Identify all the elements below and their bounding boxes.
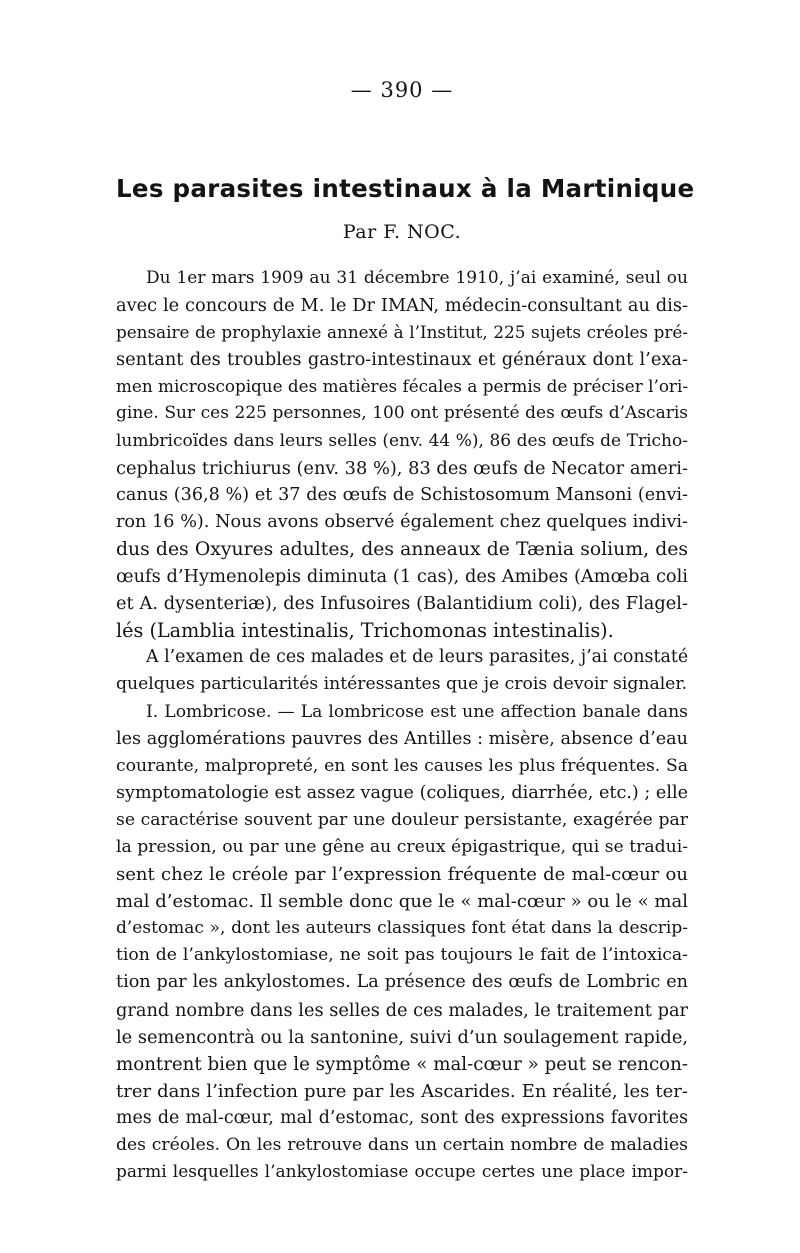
body-line: se caractérise souvent par une douleur persistante, exagérée par [116,809,688,830]
body-line: mal d’estomac. Il semble donc que le « mal-cœur » ou le « mal [116,891,688,913]
body-line: sent chez le créole par l’expression fréquente de mal-cœur ou [116,864,688,886]
body-line: pensaire de prophylaxie annexé à l’Institut, 225 sujets créoles pré- [116,322,688,343]
body-line: sentant des troubles gastro-intestinaux et généraux dont l’exa- [116,349,688,371]
body-line: mes de mal-cœur, mal d’estomac, sont des expressions favorites [116,1107,688,1128]
body-line: lés (Lamblia intestinalis, Trichomonas intestinalis). [116,619,614,643]
body-line: trer dans l’infection pure par les Ascarides. En réalité, les ter- [116,1080,688,1102]
document-page [116,70,695,1186]
body-line: A l’examen de ces malades et de leurs parasites, j’ai constaté [146,647,689,668]
body-line: tion de l’ankylostomiase, ne soit pas toujours le fait de l’intoxica- [116,945,688,966]
body-line: gine. Sur ces 225 personnes, 100 ont présenté des œufs d’Ascaris [116,403,688,424]
body-line: tion par les ankylostomes. La présence des œufs de Lombric en [116,972,688,993]
body-line: canus (36,8 %) et 37 des œufs de Schistosomum Mansoni (envi- [116,484,688,505]
page-number: — 390 — [350,78,454,102]
body-line: grand nombre dans les selles de ces malades, le traitement par [116,999,689,1021]
body-line: avec le concours de M. le Dr IMAN, médecin-consultant au dis- [116,295,688,317]
body-line: dus des Oxyures adultes, des anneaux de Tænia solium, des [116,538,688,560]
body-line: symptomatologie est assez vague (coliques, diarrhée, etc.) ; elle [116,782,688,803]
body-line: cephalus trichiurus (env. 38 %), 83 des œufs de Necator ameri- [116,457,688,479]
body-line: la pression, ou par une gêne au creux épigastrique, qui se tradui- [116,836,688,857]
body-line: parmi lesquelles l’ankylostomiase occupe certes une place impor- [116,1162,688,1183]
body-line: et A. dysenteriæ), des Infusoires (Balantidium coli), des Flagel- [116,593,688,615]
body-line: œufs d’Hymenolepis diminuta (1 cas), des Amibes (Amœba coli [116,566,688,588]
body-line: ron 16 %). Nous avons observé également chez quelques indivi- [116,511,688,532]
article-title: Les parasites intestinaux à la Martinique [116,174,695,203]
body-line: Du 1er mars 1909 au 31 décembre 1910, j’ai examiné, seul ou [146,268,688,288]
body-line: d’estomac », dont les auteurs classiques font état dans la descrip- [116,918,688,939]
body-line: les agglomérations pauvres des Antilles : misère, absence d’eau [116,728,688,749]
body-line: quelques particularités intéressantes que je crois devoir signaler. [116,674,688,695]
body-line: I. Lombricose. — La lombricose est une affection banale dans [146,701,688,722]
body-line: courante, malpropreté, en sont les causes les plus fréquentes. Sa [116,755,688,776]
body-line: le semencontrà ou la santonine, suivi d’un soulagement rapide, [116,1026,688,1048]
body-line: lumbricoïdes dans leurs selles (env. 44 %), 86 des œufs de Tricho- [116,430,688,451]
article-body [116,265,688,1186]
body-line: des créoles. On les retrouve dans un certain nombre de maladies [116,1135,688,1155]
article-byline: Par F. NOC. [342,221,462,243]
body-line: montrent bien que le symptôme « mal-cœur » peut se rencon- [116,1053,688,1075]
body-line: men microscopique des matières fécales a permis de préciser l’ori- [116,376,688,397]
